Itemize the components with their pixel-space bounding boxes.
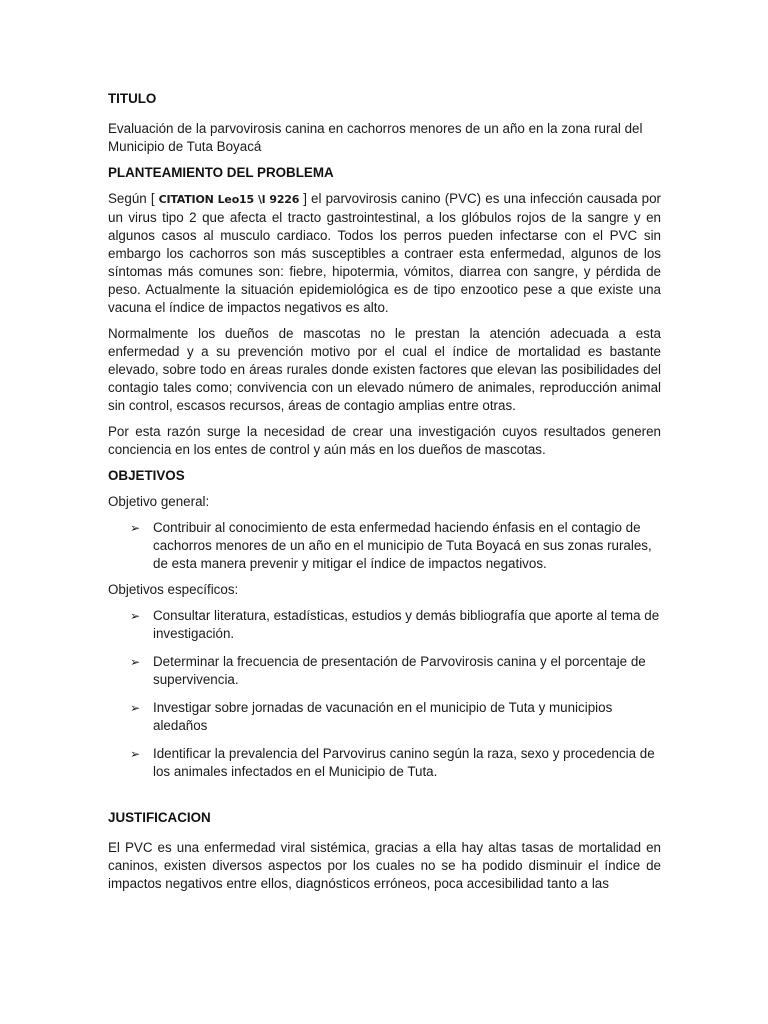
list-spacer (108, 689, 661, 699)
objetivos-especificos-label: Objetivos específicos: (108, 582, 239, 597)
citation-field: CITATION Leo15 \l 9226 (154, 193, 304, 206)
heading-titulo: TITULO (108, 91, 157, 106)
arrow-bullet-icon: ➢ (130, 701, 141, 715)
arrow-bullet-icon: ➢ (130, 609, 141, 623)
citation-prefix: Según [ (108, 191, 155, 206)
paragraph-planteamiento-2: Normalmente los dueños de mascotas no le prestan la atención adecuada a esta enfermedad y a su prevención motivo por el cual el índice de mortalidad es bastante elevado, sobre todo en áreas rurales donde existen factores que elevan las posibilidades del contagio tales como; convivencia con un elevado número de animales, reproducción animal sin control, escasos recursos, áreas de contagio amplias entre otras. (108, 326, 661, 413)
list-item: ➢ Consultar literatura, estadísticas, estudios y demás bibliografía que aporte al tema de investigación. (130, 608, 660, 641)
titulo-text: Evaluación de la parvovirosis canina en cachorros menores de un año en la zona rural del Municipio de Tuta Boyacá (108, 121, 643, 154)
paragraph-planteamiento-3: Por esta razón surge la necesidad de crear una investigación cuyos resultados generen conciencia en los entes de control y aún más en los dueños de mascotas. (108, 424, 661, 457)
objetivo-general-list (108, 519, 661, 573)
document-body (108, 90, 661, 893)
arrow-bullet-icon: ➢ (130, 747, 141, 761)
paragraph-justificacion: El PVC es una enfermedad viral sistémica, gracias a ella hay altas tasas de mortalidad en caninos, existen diversos aspectos por los cuales no se ha podido disminuir el índice de impactos negativos entre ellos, diagnósticos erróneos, poca accesibilidad tanto a las (108, 840, 661, 891)
objetivos-especificos-list (108, 607, 661, 781)
objetivo-general-label: Objetivo general: (108, 494, 210, 509)
heading-justificacion: JUSTIFICACION (108, 810, 211, 825)
paragraph-planteamiento-1 (108, 190, 661, 317)
list-item: ➢ Investigar sobre jornadas de vacunación en el municipio de Tuta y municipios aledaños (130, 700, 613, 733)
list-item: ➢ Identificar la prevalencia del Parvovirus canino según la raza, sexo y procedencia de los animales infectados en el Municipio de Tuta. (130, 746, 655, 779)
paragraph-planteamiento-1-text: ] el parvovirosis canino (PVC) es una infección causada por un virus tipo 2 que afecta el tracto gastrointestinal, a los glóbulos rojos de la sangre y en algunos casos al musculo cardiaco. Todos los perros pueden infectarse con el PVC sin embargo los cachorros son más susceptibles a contraer esta enfermedad, algunos de los síntomas más comunes son: fiebre, hipotermia, vómitos, diarrea con sangre, y pérdida de peso. Actualmente la situación epidemiológica es de tipo enzootico pese a que existe una vacuna el índice de impactos negativos es alto. (108, 191, 661, 315)
heading-planteamiento: PLANTEAMIENTO DEL PROBLEMA (108, 165, 334, 180)
list-spacer (108, 643, 661, 653)
list-spacer (108, 735, 661, 745)
list-item: ➢ Contribuir al conocimiento de esta enfermedad haciendo énfasis en el contagio de cachorros menores de un año en el municipio de Tuta Boyacá en sus zonas rurales, de esta manera prevenir y mitigar el índice de impactos negativos. (130, 520, 652, 571)
list-item: ➢ Determinar la frecuencia de presentación de Parvovirosis canina y el porcentaje de supervivencia. (130, 654, 646, 687)
arrow-bullet-icon: ➢ (130, 655, 141, 669)
arrow-bullet-icon: ➢ (130, 521, 141, 535)
heading-objetivos: OBJETIVOS (108, 468, 185, 483)
